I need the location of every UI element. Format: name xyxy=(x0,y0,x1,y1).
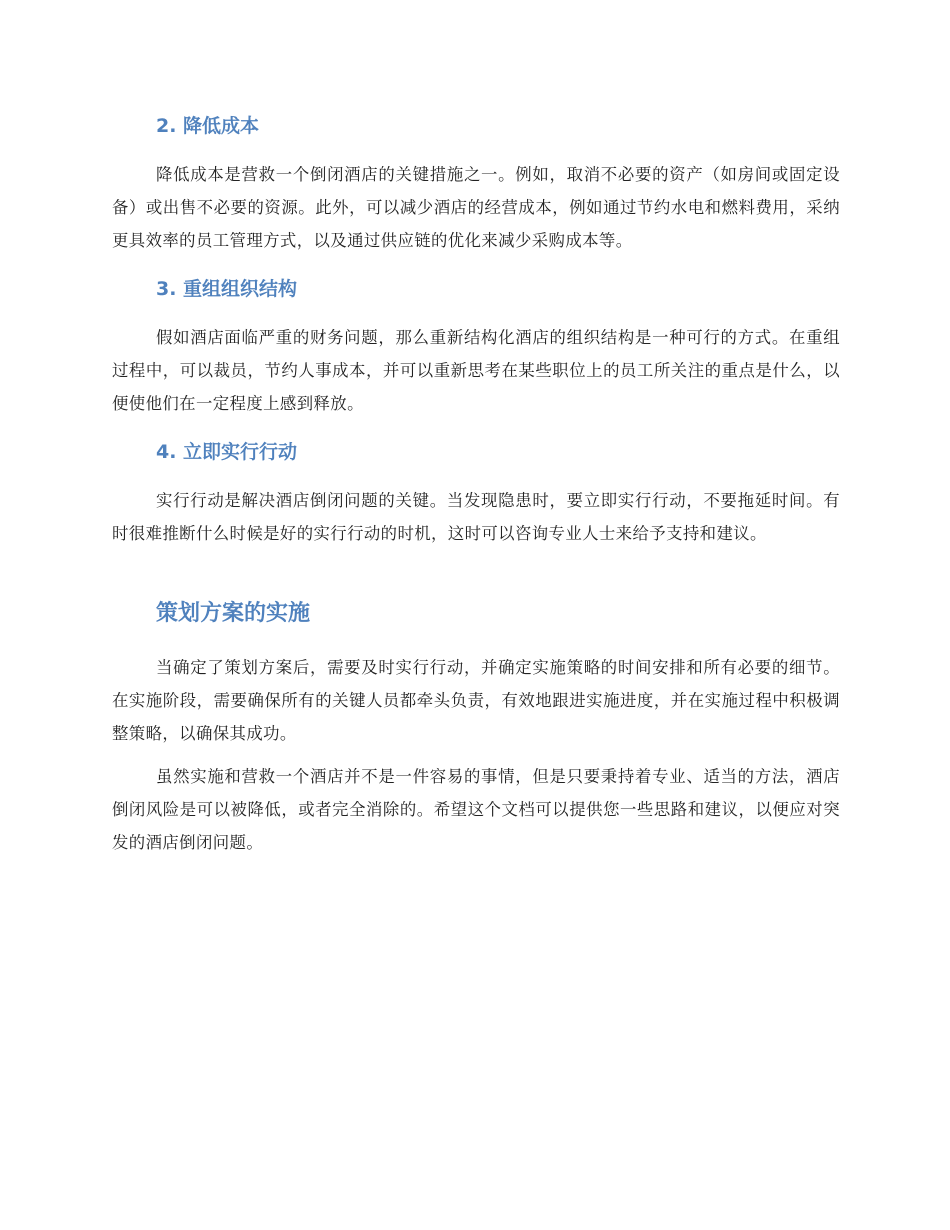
paragraph-implementation-2: 虽然实施和营救一个酒店并不是一件容易的事情，但是只要秉持着专业、适当的方法，酒店倒闭风险是可以被降低，或者完全消除的。希望这个文档可以提供您一些思路和建议，以便应对突发的酒店倒闭问题。 xyxy=(112,767,840,852)
paragraph-act-now: 实行行动是解决酒店倒闭问题的关键。当发现隐患时，要立即实行行动，不要拖延时间。有时很难推断什么时候是好的实行行动的时机，这时可以咨询专业人士来给予支持和建议。 xyxy=(112,491,840,543)
section-heading-reduce-costs: 2. 降低成本 xyxy=(156,115,260,137)
section-heading-restructure: 3. 重组组织结构 xyxy=(156,278,298,300)
section-heading-implementation: 策划方案的实施 xyxy=(156,601,311,626)
paragraph-restructure: 假如酒店面临严重的财务问题，那么重新结构化酒店的组织结构是一种可行的方式。在重组过程中，可以裁员，节约人事成本，并可以重新思考在某些职位上的员工所关注的重点是什么，以便使他们在一定程度上感到释放。 xyxy=(112,328,840,413)
paragraph-reduce-costs: 降低成本是营救一个倒闭酒店的关键措施之一。例如，取消不必要的资产（如房间或固定设备）或出售不必要的资源。此外，可以减少酒店的经营成本，例如通过节约水电和燃料费用，采纳更具效率的员工管理方式，以及通过供应链的优化来减少采购成本等。 xyxy=(112,165,840,250)
paragraph-implementation-1: 当确定了策划方案后，需要及时实行行动，并确定实施策略的时间安排和所有必要的细节。在实施阶段，需要确保所有的关键人员都牵头负责，有效地跟进实施进度，并在实施过程中积极调整策略，以确保其成功。 xyxy=(112,658,840,743)
section-heading-act-now: 4. 立即实行行动 xyxy=(156,441,298,463)
